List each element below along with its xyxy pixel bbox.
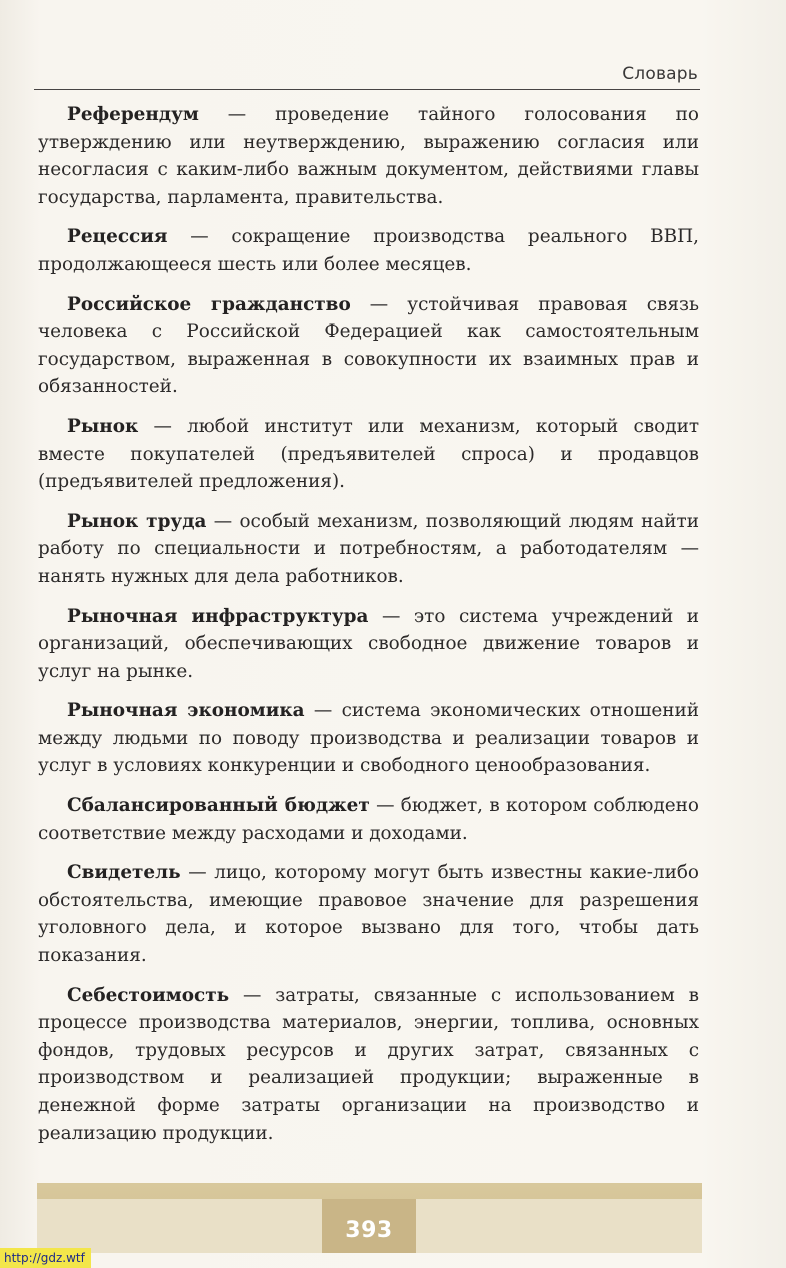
entry-term: Рецессия: [67, 226, 168, 248]
page-number: 393: [345, 1218, 393, 1243]
glossary-entry-market: [38, 413, 699, 496]
watermark-link[interactable]: http://gdz.wtf: [0, 1248, 91, 1268]
entry-term: Себестоимость: [67, 984, 230, 1006]
glossary-entry-market-infrastructure: [38, 603, 699, 686]
entry-definition: — лицо, которому могут быть известны какие-либо обстоятельства, имеющие правовое значение для разрешения уголовного дела, и которое вызвано для того, чтобы дать показания.: [38, 862, 699, 967]
entry-definition: — система экономических отношений между людьми по поводу производства и реализации товаров и услуг в условиях конкуренции и свободного ценообразования.: [38, 700, 700, 777]
entry-term: Референдум: [67, 104, 199, 125]
header-divider: [34, 89, 700, 90]
entry-definition: — любой институт или механизм, который сводит вместе покупателей (предъявителей спроса) и продавцов (предъявителей предложения).: [38, 415, 699, 493]
entry-term: Свидетель: [67, 862, 181, 884]
glossary-entry-recession: [38, 223, 699, 278]
glossary-entry-witness: [38, 859, 699, 969]
entry-term: Российское гражданство: [67, 293, 351, 315]
entry-definition: — бюджет, в котором соблюдено соответствие между расходами и доходами.: [38, 795, 699, 844]
glossary-entry-balanced-budget: [38, 792, 699, 847]
entry-definition: — особый механизм, позволяющий людям найти работу по специальности и потребностям, а работодателям — нанять нужных для дела работников.: [38, 510, 699, 587]
entry-definition: — сокращение производства реального ВВП, продолжающееся шесть или более месяцев.: [38, 226, 699, 275]
glossary-entry-market-economy: [38, 697, 699, 780]
entry-term: Рыночная экономика: [67, 700, 305, 722]
glossary-entry-referendum: [38, 101, 699, 211]
entry-definition: — это система учреждений и организаций, обеспечивающих свободное движение товаров и услуг на рынке.: [38, 605, 699, 682]
glossary-entry-labor-market: [38, 508, 699, 591]
entry-term: Рынок труда: [67, 510, 207, 532]
entry-term: Рынок: [67, 415, 139, 437]
entry-term: Сбалансированный бюджет: [67, 795, 370, 817]
section-title: Словарь: [622, 64, 698, 84]
glossary-entry-citizenship: [38, 291, 699, 401]
glossary-entry-cost-price: [38, 982, 699, 1148]
entry-term: Рыночная инфраструктура: [67, 605, 369, 627]
glossary-content: [38, 101, 699, 1159]
entry-definition: — устойчивая правовая связь человека с Российской Федерацией как самостоятельным государством, выраженная в совокупности их взаимных прав и обязанностей.: [38, 293, 699, 398]
entry-definition: — затраты, связанные с использованием в процессе производства материалов, энергии, топлива, основных фондов, трудовых ресурсов и других затрат, связанных с производством и реализацией продукции; выраженные в денежной форме затраты организации на производство и реализацию продукции.: [38, 984, 699, 1144]
entry-definition: — проведение тайного голосования по утверждению или неутверждению, выражению согласия или несогласия с каким-либо важным документом, действиями главы государства, парламента, правительства.: [38, 104, 699, 208]
